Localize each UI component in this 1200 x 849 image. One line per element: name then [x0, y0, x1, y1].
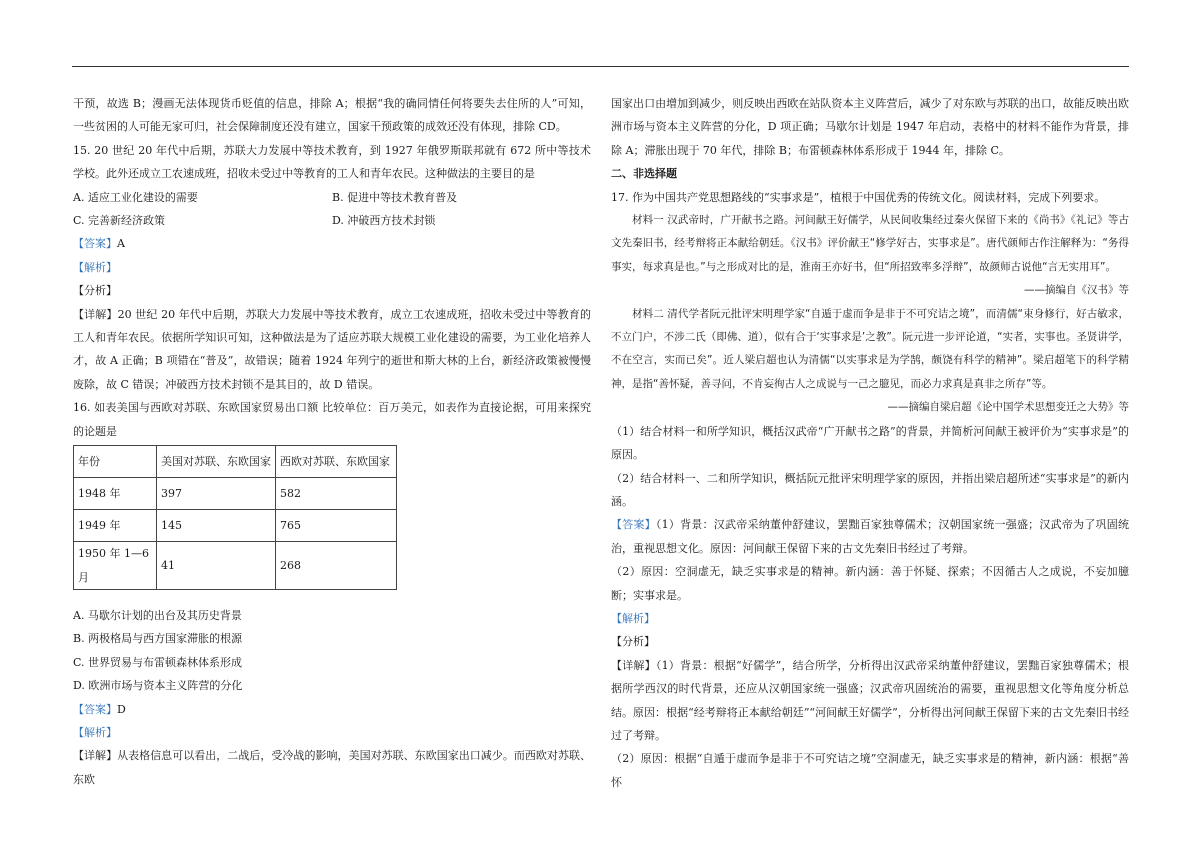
material-one: 材料一 汉武帝时，广开献书之路。河间献王好儒学，从民间收集经过秦火保留下来的《尚书》《礼记》等古文先秦旧书，经考辩将正本献给朝廷。《汉书》评价献王“修学好古，实事求是”。唐代颜师古作注解释为：“务得事实，每求真是也。”与之形成对比的是，淮南王亦好书，但“所招致率多浮辩”，故颜师古说他“言无实用耳”。: [611, 214, 1129, 273]
question-17-fenxi: 【分析】: [611, 635, 655, 649]
header-rule: [72, 66, 1129, 67]
trade-table: [73, 445, 397, 590]
question-15-detail: 【详解】20 世纪 20 年代中后期，苏联大力发展中等技术教育，成立工农速成班，招收未受过中等教育的工人和青年农民。依据所学知识可知，这种做法是为了适应苏联大规模工业化建设的需要，为工业化培养人才，故 A 正确；B 项错在“普及”，故错误；随着 1924 年列宁的逝世和斯大林的上台，新经济政策被慢慢废除，故 C 错误；冲破西方技术封锁不是其目的，故 D 错误。: [73, 307, 591, 391]
answer-value: A: [117, 237, 125, 251]
table-header: 西欧对苏联、东欧国家: [276, 446, 397, 478]
answer-value: D: [117, 702, 126, 716]
section-heading: 二、非选择题: [611, 167, 677, 181]
table-cell: 1950 年 1—6 月: [74, 542, 157, 590]
question-16-analysis-tag: 【解析】: [73, 725, 117, 739]
table-cell: 1949 年: [74, 510, 157, 542]
option-c: C. 完善新经济政策: [73, 214, 166, 228]
question-15-options: [73, 186, 591, 233]
table-header: 美国对苏联、东欧国家: [157, 446, 276, 478]
right-column: [611, 92, 1129, 794]
question-16-stem: 16. 如表美国与西欧对苏联、东欧国家贸易出口额 比较单位：百万美元，如表作为直接论据，可用来探究的论题是: [73, 401, 591, 438]
question-17-answer-1: [611, 513, 1129, 560]
answer-value: （1）背景：汉武帝采纳董仲舒建议，罢黜百家独尊儒术；汉朝国家统一强盛；汉武帝为了巩固统治，重视思想文化。原因：河间献王保留下来的古文先秦旧书经过了考辩。: [611, 518, 1130, 555]
prev-answer-tail: 干预，故选 B；漫画无法体现货币贬值的信息，排除 A；根据“我的确同情任何将要失去住所的人”可知，一些贫困的人可能无家可归，社会保障制度还没有建立，国家干预政策的成效还没有体现，排除 CD。: [73, 97, 591, 134]
table-cell: 1948 年: [74, 478, 157, 510]
question-16-options: [73, 604, 591, 698]
material-one-source: ——摘编自《汉书》等: [1024, 284, 1129, 297]
answer-tag: 【答案】: [73, 702, 117, 716]
option-b: B. 促进中等技术教育普及: [332, 190, 458, 204]
left-column: [73, 92, 591, 791]
table-cell: 145: [157, 510, 276, 542]
question-16-answer: [73, 698, 591, 721]
table-row: [74, 478, 397, 510]
option-c: C. 世界贸易与布雷顿森林体系形成: [73, 655, 243, 669]
question-15-answer: [73, 232, 591, 255]
question-17-answer-2: （2）原因：空洞虚无，缺乏实事求是的精神。新内涵：善于怀疑、探索；不因循古人之成说，不妄加臆断；实事求是。: [611, 565, 1129, 602]
option-a: A. 马歇尔计划的出台及其历史背景: [73, 608, 242, 622]
option-d: D. 欧洲市场与资本主义阵营的分化: [73, 679, 243, 693]
material-two-source: ——摘编自梁启超《论中国学术思想变迁之大势》等: [887, 401, 1129, 414]
question-17-detail-1: 【详解】（1）背景：根据“好儒学”，结合所学，分析得出汉武帝采纳董仲舒建议，罢黜百家独尊儒术；根据所学西汉的时代背景，还应从汉朝国家统一强盛；汉武帝巩固统治的需要，重视思想文化等角度分析总结。原因：根据“经考辩将正本献给朝廷”“河间献王好儒学”，分析得出河间献王保留下来的古文先秦旧书经过了考辩。: [611, 658, 1129, 742]
table-cell: 582: [276, 478, 397, 510]
question-15-fenxi: 【分析】: [73, 284, 117, 298]
table-header: 年份: [74, 446, 157, 478]
table-row: [74, 510, 397, 542]
answer-tag: 【答案】: [611, 518, 656, 532]
option-b: B. 两极格局与西方国家滞胀的根源: [73, 632, 243, 646]
question-15-stem: 15. 20 世纪 20 年代中后期，苏联大力发展中等技术教育，到 1927 年俄罗斯联邦就有 672 所中等技术学校。此外还成立工农速成班，招收未受过中等教育的工人和青年农民。这种做法的主要目的是: [73, 143, 591, 181]
question-17-stem: 17. 作为中国共产党思想路线的“实事求是”，植根于中国优秀的传统文化。阅读材料，完成下列要求。: [611, 190, 1106, 204]
table-cell: 765: [276, 510, 397, 542]
table-row: [74, 542, 397, 590]
question-16-detail-continued: 国家出口由增加到减少，则反映出西欧在站队资本主义阵营后，减少了对东欧与苏联的出口，故能反映出欧洲市场与资本主义阵营的分化，D 项正确；马歇尔计划是 1947 年启动，表格中的材料不能作为背景，排除 A；滞胀出现于 70 年代，排除 B；布雷顿森林体系形成于 1944 年，排除 C。: [611, 97, 1129, 157]
question-17-requirement-1: （1）结合材料一和所学知识，概括汉武帝“广开献书之路”的背景，并简析河间献王被评价为“实事求是”的原因。: [611, 424, 1129, 462]
question-17-detail-2: （2）原因：根据“自遁于虚而争是非于不可究诘之境”空洞虚无，缺乏实事求是的精神，新内涵：根据“善怀: [611, 752, 1129, 789]
table-cell: 397: [157, 478, 276, 510]
option-d: D. 冲破西方技术封锁: [332, 214, 436, 228]
option-a: A. 适应工业化建设的需要: [73, 190, 198, 204]
question-15-analysis-tag: 【解析】: [73, 260, 117, 274]
material-two: 材料二 清代学者阮元批评宋明理学家“自遁于虚而争是非于不可究诘之境”，而清儒“束身修行，好古敏求，不立门户，不涉二氏（即佛、道），似有合于‘实事求是’之教”。阮元进一步评论道，“实者，实事也。圣贤讲学，不在空言，实而已矣”。近人梁启超也认为清儒“以实事求是为学鹄，颇饶有科学的精神”。梁启超笔下的科学精神，是指“善怀疑，善寻问，不肯妄徇古人之成说与一己之臆见，而必力求真是真非之所存”等。: [611, 307, 1129, 390]
question-17-requirement-2: （2）结合材料一、二和所学知识，概括阮元批评宋明理学家的原因，并指出梁启超所述“实事求是”的新内涵。: [611, 471, 1129, 508]
answer-tag: 【答案】: [73, 237, 117, 251]
question-17-analysis-tag: 【解析】: [611, 611, 655, 625]
question-16-detail-start: 【详解】从表格信息可以看出，二战后，受冷战的影响，美国对苏联、东欧国家出口减少。而西欧对苏联、东欧: [73, 749, 591, 786]
table-cell: 268: [276, 542, 397, 590]
table-cell: 41: [157, 542, 276, 590]
table-header-row: [74, 446, 397, 478]
